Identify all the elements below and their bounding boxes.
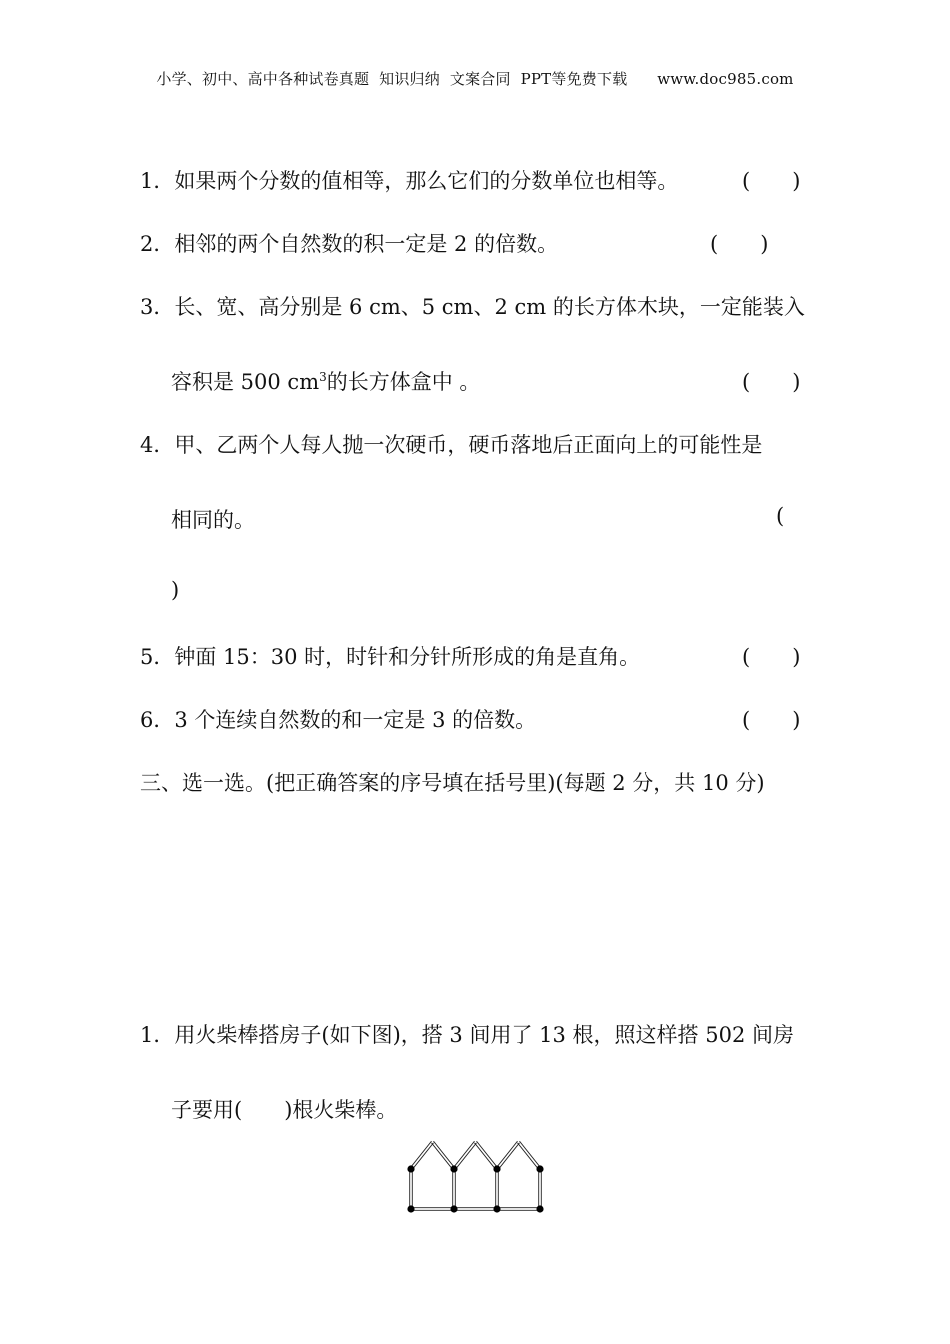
matchstick-head [407,1205,414,1212]
item-number: 1． [140,1023,175,1047]
roof-stick-left [410,1141,434,1170]
item-text: 如果两个分数的值相等，那么它们的分数单位也相等。 [174,169,679,193]
item-text: 甲、乙两个人每人抛一次硬币，硬币落地后正面向上的可能性是 [174,433,763,457]
wall-stick [496,1169,499,1209]
item-text: 3 个连续自然数的和一定是 3 的倍数。 [174,708,537,732]
wall-stick [539,1169,542,1209]
item-text-continued: 容积是 500 cm [171,370,320,394]
item-number: 6． [140,708,175,732]
choose-item-1-continuation: 子要用( )根火柴棒。 [171,1098,398,1122]
matchstick-head [450,1165,457,1172]
judge-item-1 [140,165,678,195]
matchstick-heads [407,1165,543,1212]
roof-stick-right [431,1141,455,1170]
judge-item-3 [140,291,805,321]
matchstick-head [536,1165,543,1172]
matchstick-head [536,1205,543,1212]
superscript-cube: 3 [319,370,327,384]
item-text: 长、宽、高分别是 6 cm、5 cm、2 cm 的长方体木块，一定能装入 [174,295,805,319]
item-number: 1． [140,169,175,193]
answer-paren-1[interactable]: ( ) [742,169,801,193]
answer-paren-2[interactable]: ( ) [710,232,769,256]
roof-stick-left [496,1141,520,1170]
floor-stick [454,1208,497,1211]
choose-item-1 [140,1019,794,1049]
answer-paren-5[interactable]: ( ) [742,645,801,669]
section-3-title: 三、选一选。(把正确答案的序号填在括号里)(每题 2 分，共 10 分) [140,771,765,795]
matchstick-head [493,1165,500,1172]
item-text: 相邻的两个自然数的积一定是 2 的倍数。 [174,232,559,256]
item-text-continued-end: 的长方体盒中 。 [326,370,481,394]
judge-item-4 [140,429,762,459]
item-text: 用火柴棒搭房子(如下图)，搭 3 间用了 13 根，照这样搭 502 间房 [174,1023,794,1047]
wall-stick [453,1169,456,1209]
roof-stick-left [453,1141,477,1170]
item-text: 钟面 15：30 时，时针和分针所形成的角是直角。 [174,645,641,669]
judge-item-4-continuation: 相同的。 [171,508,255,532]
item-number: 5． [140,645,175,669]
matchstick-head [450,1205,457,1212]
roof-stick-right [517,1141,541,1170]
answer-paren-6[interactable]: ( ) [742,708,801,732]
matchstick-head [493,1205,500,1212]
matchstick-houses-figure [400,1136,550,1220]
wall-stick [410,1169,413,1209]
judge-item-5 [140,641,640,671]
matchstick-head [407,1165,414,1172]
floor-stick [497,1208,540,1211]
judge-item-6 [140,704,536,734]
page-header: 小学、初中、高中各种试卷真题 知识归纳 文案合同 PPT等免费下载 www.doc985.com [156,70,794,88]
floor-stick [411,1208,454,1211]
judge-item-2 [140,228,558,258]
item-number: 2． [140,232,175,256]
item-number: 4． [140,433,175,457]
roof-stick-right [474,1141,498,1170]
answer-paren-4-close: ) [171,578,180,602]
answer-paren-3[interactable]: ( ) [742,370,801,394]
answer-paren-4-open[interactable]: ( [776,504,785,528]
matchsticks [410,1141,542,1210]
item-number: 3． [140,295,175,319]
judge-item-3-continuation [171,366,480,396]
